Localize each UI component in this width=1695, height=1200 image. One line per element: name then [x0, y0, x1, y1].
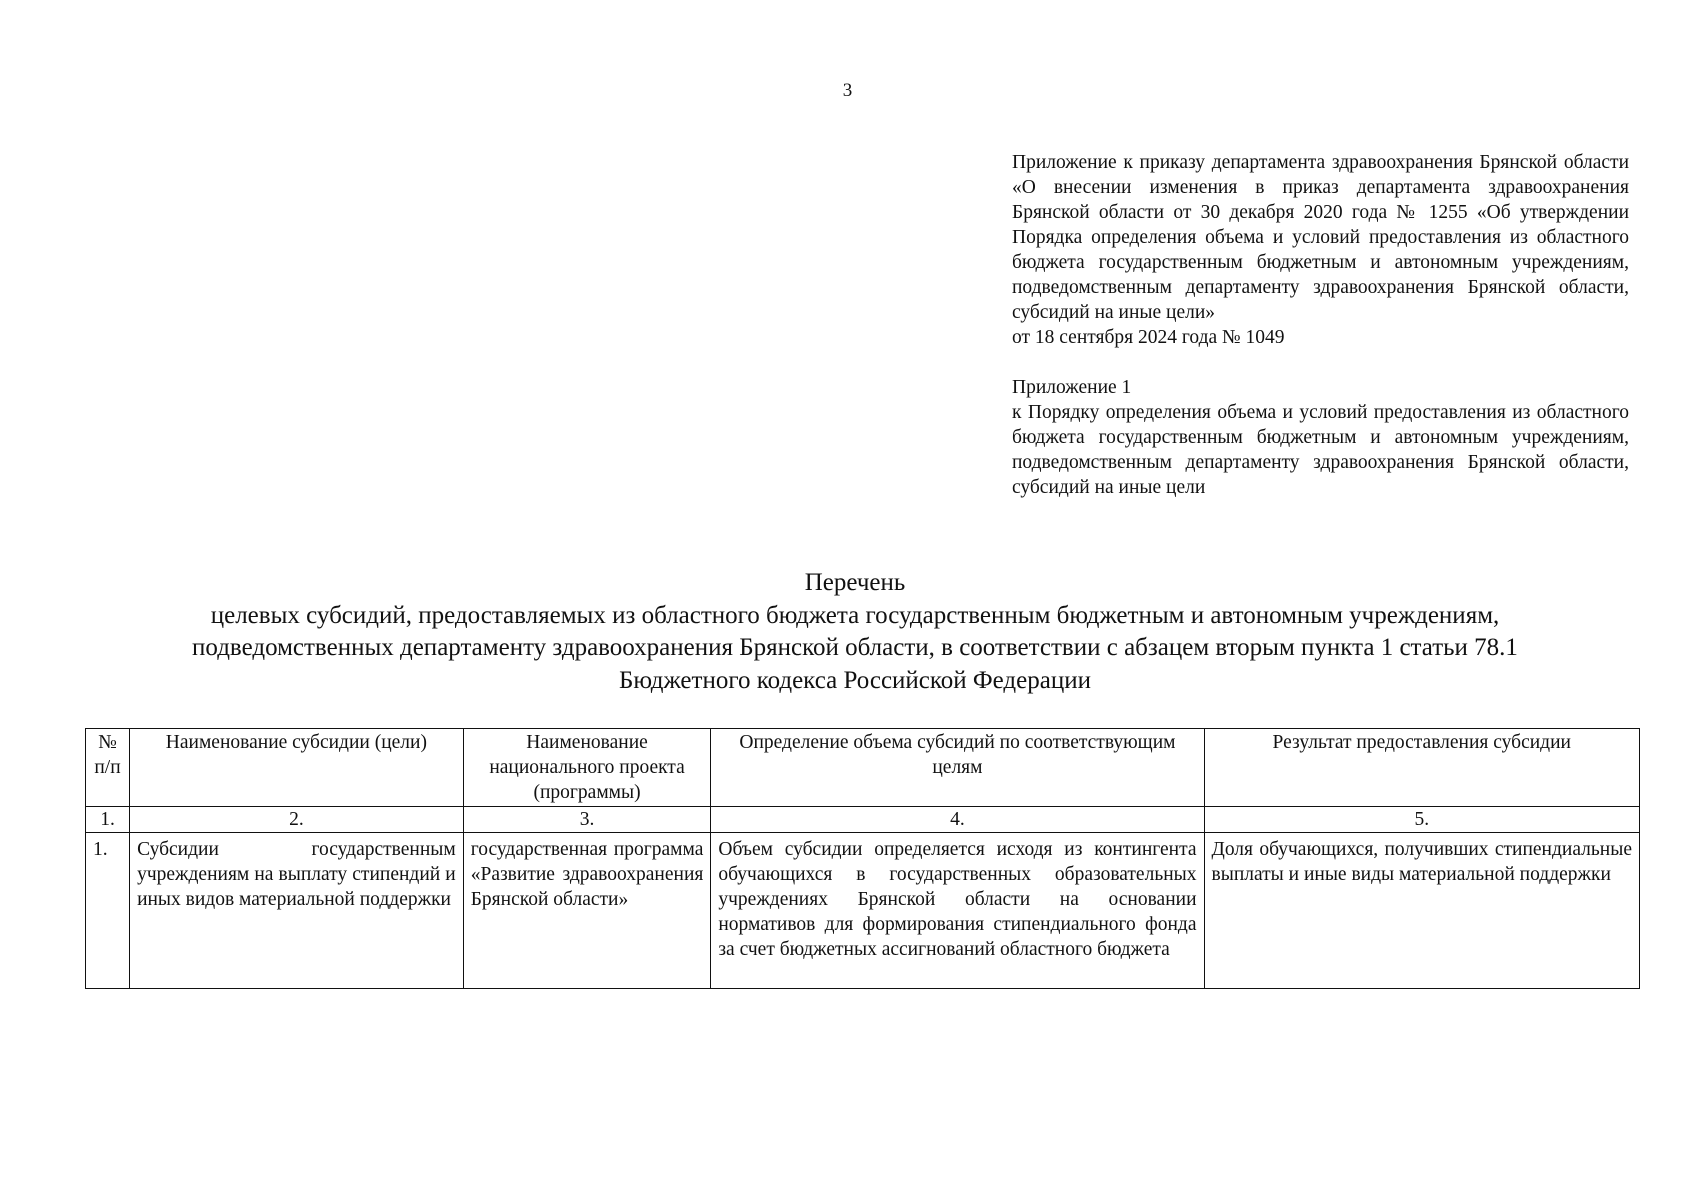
header-subsidy-name: Наименование субсидии (цели) [130, 729, 464, 807]
header-result: Результат предоставления субсидии [1204, 729, 1639, 807]
page-number: 3 [842, 80, 853, 101]
annex-title: Приложение 1 [1012, 377, 1132, 398]
column-number: 5. [1204, 807, 1639, 833]
table-header-row [86, 729, 1640, 807]
document-title-line-2: целевых субсидий, предоставляемых из областного бюджета государственным бюджетным и автономным учреждениям, [210, 601, 1500, 629]
document-title-line-4: Бюджетного кодекса Российской Федерации [619, 666, 1091, 694]
subsidies-table [85, 728, 1640, 989]
document-title-line-1: Перечень [804, 569, 906, 596]
column-number: 3. [463, 807, 711, 833]
table-row [86, 833, 1640, 989]
column-number: 2. [130, 807, 464, 833]
row-number: 1. [86, 833, 130, 989]
header-volume-definition: Определение объема субсидий по соответствующим целям [711, 729, 1204, 807]
order-reference-text: Приложение к приказу департамента здравоохранения Брянской области «О внесении изменения в приказ департамента здравоохранения Брянской области от 30 декабря 2020 года № 1255 «Об утверждении Порядка определения объема и условий предоставления из областного бюджета государственным бюджетным и автономным учреждениям, подведомственным департаменту здравоохранения Брянской области, субсидий на иные цели» [1012, 152, 1629, 323]
column-number: 1. [86, 807, 130, 833]
program-cell: государственная программа «Развитие здравоохранения Брянской области» [463, 833, 711, 989]
column-number-row [86, 807, 1640, 833]
header-program: Наименование национального проекта (программы) [463, 729, 711, 807]
document-title-line-3: подведомственных департаменту здравоохранения Брянской области, в соответствии с абзацем вторым пункта 1 статьи 78.1 [192, 634, 1518, 661]
column-number: 4. [711, 807, 1204, 833]
subsidy-name-cell: Субсидии государственным учреждениям на выплату стипендий и иных видов материальной поддержки [130, 833, 464, 989]
volume-definition-cell: Объем субсидии определяется исходя из контингента обучающихся в государственных образовательных учреждениях Брянской области на основании нормативов для формирования стипендиального фонда за счет бюджетных ассигнований областного бюджета [711, 833, 1204, 989]
annex-description: к Порядку определения объема и условий предоставления из областного бюджета государственным бюджетным и автономным учреждениям, подведомственным департаменту здравоохранения Брянской области, субсидий на иные цели [1012, 402, 1629, 498]
result-cell: Доля обучающихся, получивших стипендиальные выплаты и иные виды материальной поддержки [1204, 833, 1639, 989]
annex-header [1012, 150, 1629, 500]
order-date: от 18 сентября 2024 года № 1049 [1012, 327, 1285, 348]
document-title [80, 567, 1630, 697]
header-number: № п/п [86, 729, 130, 807]
